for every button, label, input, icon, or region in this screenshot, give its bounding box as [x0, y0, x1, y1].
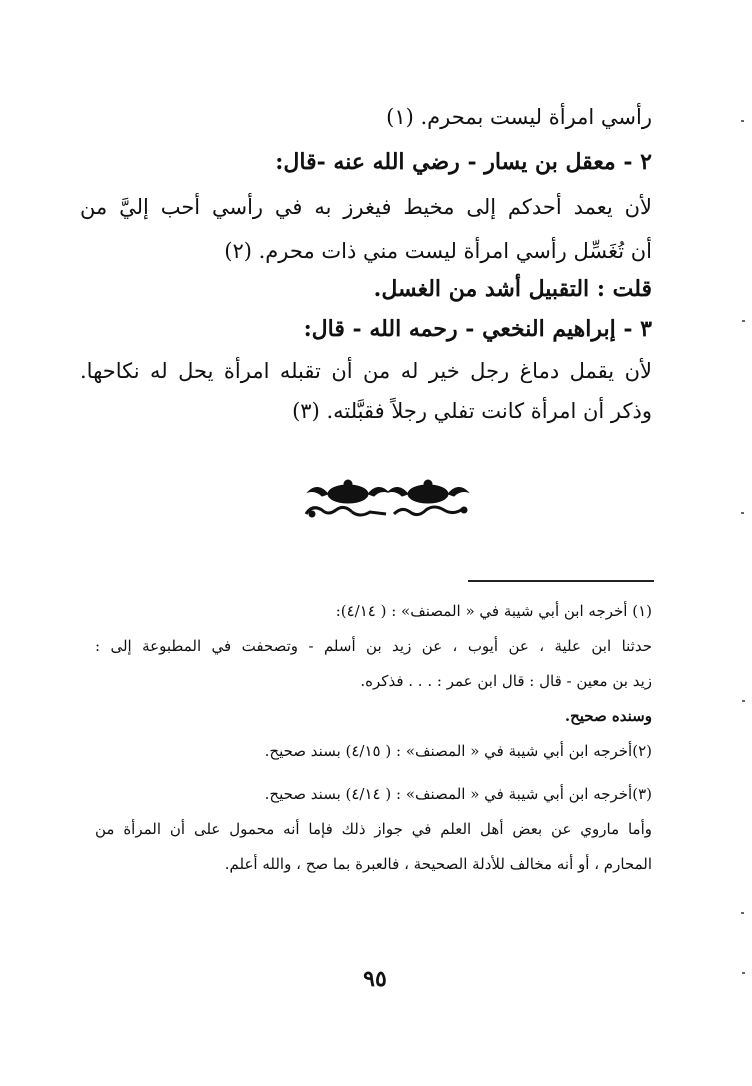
- footnote-line-1: (١) أخرجه ابن أبي شيبة في « المصنف» : ( ٤/١٤):: [335, 602, 652, 620]
- body-line-7: لأن يقمل دماغ رجل خير له من أن تقبله امرأة يحل له نكاحها.: [80, 359, 652, 383]
- footnote-line-4: وسنده صحيح.: [564, 707, 652, 725]
- body-line-3: لأن يعمد أحدكم إلى مخيط فيغرز به في رأسي أحب إليَّ من: [80, 195, 652, 219]
- footnote-line-8: المحارم ، أو أنه مخالف للأدلة الصحيحة ، فالعبرة بما صح ، والله أعلم.: [224, 855, 652, 873]
- body-line-6: ٣ - إبراهيم النخعي - رحمه الله - قال:: [303, 316, 652, 342]
- footnote-divider: [468, 580, 654, 582]
- scan-speck: [741, 120, 744, 122]
- footnote-line-5: (٢)أخرجه ابن أبي شيبة في « المصنف» : ( ٤/١٥) بسند صحيح.: [264, 742, 652, 760]
- scan-speck: [742, 320, 745, 322]
- body-line-5: قلت : التقبيل أشد من الغسل.: [373, 276, 652, 302]
- body-line-1: رأسي امرأة ليست بمحرم. (١): [386, 105, 652, 129]
- page-number: ٩٥: [363, 966, 387, 992]
- scan-speck: [742, 700, 745, 702]
- footnote-line-6: (٣)أخرجه ابن أبي شيبة في « المصنف» : ( ٤/١٤) بسند صحيح.: [264, 785, 652, 803]
- scan-speck: [741, 512, 744, 514]
- footnote-line-7: وأما ماروي عن بعض أهل العلم في جواز ذلك فإما أنه محمول على أن المرأة من: [95, 820, 652, 838]
- body-line-4: أن تُغَسِّل رأسي امرأة ليست مني ذات محرم. (٢): [224, 239, 652, 263]
- decorative-ornament: [298, 478, 478, 526]
- body-line-2: ٢ - معقل بن يسار - رضي الله عنه -قال:: [275, 149, 652, 175]
- scan-speck: [742, 972, 745, 974]
- body-line-8: وذكر أن امرأة كانت تفلي رجلاً فقبَّلته. (٣): [292, 399, 652, 423]
- footnote-line-2: حدثنا ابن علية ، عن أيوب ، عن زيد بن أسلم - وتصحفت في المطبوعة إلى :: [95, 637, 652, 655]
- footnote-line-3: زيد بن معين - قال : قال ابن عمر : . . . فذكره.: [360, 672, 652, 690]
- scan-speck: [741, 912, 744, 914]
